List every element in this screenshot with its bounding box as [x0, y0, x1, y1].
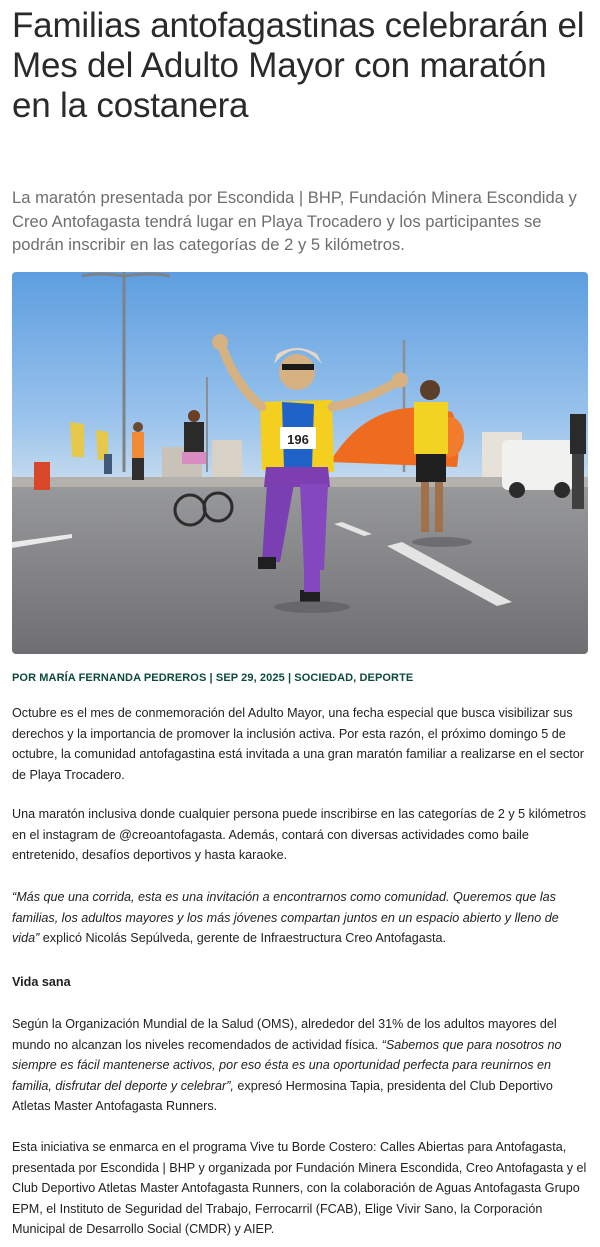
byline-separator: |	[206, 672, 216, 684]
byline-separator: |	[284, 672, 295, 684]
byline-author[interactable]: POR MARÍA FERNANDA PEDREROS	[12, 672, 207, 684]
article-headline: Familias antofagastinas celebrarán el Mes del Adulto Mayor con maratón en la costanera	[12, 6, 585, 125]
quote-attribution: expresó Hermosina Tapia, presidenta del Club Deportivo Atletas Master Antofagasta Runners.	[12, 1078, 553, 1113]
article-paragraph-5: Esta iniciativa se enmarca en el programa Vive tu Borde Costero: Calles Abiertas para Antofagasta, presentada por Escondida | BHP y organizada por Fundación Minera Escondida, Creo Antofagasta y el Club Deportivo Atletas Master Antofagasta Runners, con la colaboración de Aguas Antofagasta Grupo EPM, el Instituto de Seguridad del Trabajo, Ferrocarril (FCAB), Elige Vivir Sano, la Corporación Municipal de Desarrollo Social (CMDR) y AIEP.	[12, 1140, 587, 1236]
section-subhead: Vida sana	[12, 975, 71, 989]
article-byline	[12, 670, 588, 686]
byline-categories[interactable]: SOCIEDAD, DEPORTE	[294, 672, 414, 684]
paragraph-4-intro: Según la Organización Mundial de la Salud (OMS), alrededor del 31% de los adultos mayores del mundo no alcanzan los niveles recomendados de actividad física.	[12, 1017, 557, 1052]
article-paragraph-1: Octubre es el mes de conmemoración del Adulto Mayor, una fecha especial que busca visibilizar sus derechos y la importancia de promover la inclusión activa. Por esta razón, el próximo domingo 5 de octubre, la comunidad antofagastina está invitada a una gran maratón familiar a realizarse en el sector de Playa Trocadero.	[12, 706, 584, 782]
quote-tapia: “Sabemos que para nosotros no siempre es fácil mantenerse activos, por eso ésta es una oportunidad perfecta para reunirnos en familia, disfrutar del deporte y celebrar”,	[12, 1037, 562, 1093]
article-lead: La maratón presentada por Escondida | BHP, Fundación Minera Escondida y Creo Antofagasta tendrá lugar en Playa Trocadero y los participantes se podrán inscribir en las categorías de 2 y 5 kilómetros.	[12, 188, 577, 254]
article-paragraph-2: Una maratón inclusiva donde cualquier persona puede inscribirse en las categorías de 2 y 5 kilómetros en el instagram de @creoantofagasta. Además, contará con diversas actividades como baile entretenido, desafíos deportivos y hasta karaoke.	[12, 807, 587, 862]
hero-image	[12, 272, 588, 654]
quote-sepulveda: “Más que una corrida, esta es una invitación a encontrarnos como comunidad. Queremos que las familias, los adultos mayores y los más jóvenes compartan juntos en un espacio abierto y lleno de vida”	[12, 890, 559, 945]
quote-attribution: explicó Nicolás Sepúlveda, gerente de Infraestructura Creo Antofagasta.	[39, 931, 447, 945]
article-paragraph-3	[12, 887, 588, 949]
article-paragraph-4	[12, 1014, 588, 1117]
race-bib-number: 196	[287, 432, 309, 447]
byline-date: SEP 29, 2025	[215, 672, 285, 684]
